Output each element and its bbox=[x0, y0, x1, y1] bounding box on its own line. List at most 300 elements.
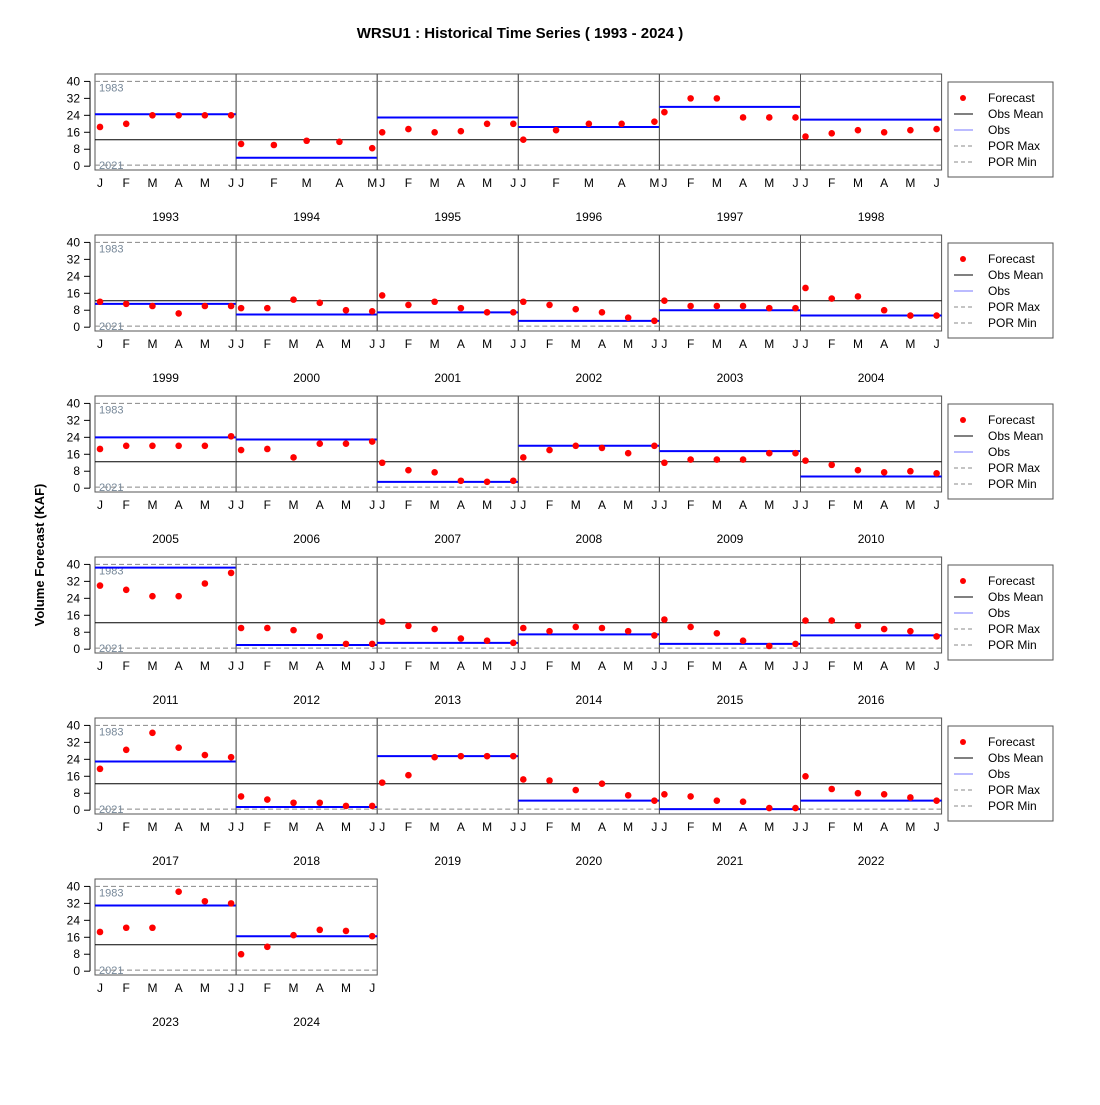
forecast-point bbox=[792, 805, 799, 812]
forecast-point bbox=[369, 933, 376, 940]
month-label: M bbox=[764, 820, 775, 834]
forecast-point bbox=[290, 454, 297, 461]
forecast-point bbox=[520, 776, 527, 783]
y-tick-label: 8 bbox=[73, 786, 80, 801]
month-label: J bbox=[651, 498, 658, 512]
month-label: M bbox=[905, 337, 916, 351]
forecast-point bbox=[97, 929, 104, 936]
forecast-point bbox=[792, 641, 799, 648]
month-label: M bbox=[429, 820, 440, 834]
legend-forecast-marker bbox=[960, 739, 966, 745]
legend-label: Obs Mean bbox=[988, 107, 1044, 121]
forecast-point bbox=[149, 112, 156, 119]
month-label: M bbox=[340, 498, 351, 512]
forecast-point bbox=[343, 440, 350, 447]
forecast-point bbox=[599, 625, 606, 632]
year-label: 2016 bbox=[857, 693, 885, 707]
y-tick-label: 16 bbox=[66, 286, 80, 301]
legend-label: Obs bbox=[988, 284, 1011, 298]
legend-label: POR Min bbox=[988, 638, 1037, 652]
month-label: A bbox=[456, 176, 465, 190]
month-label: F bbox=[263, 981, 271, 995]
forecast-point bbox=[369, 308, 376, 315]
forecast-point bbox=[933, 797, 940, 804]
y-tick-label: 32 bbox=[66, 735, 80, 750]
forecast-point bbox=[661, 616, 668, 623]
month-label: J bbox=[802, 820, 809, 834]
forecast-point bbox=[546, 447, 553, 454]
forecast-point bbox=[290, 296, 297, 303]
month-label: F bbox=[122, 337, 130, 351]
forecast-point bbox=[546, 302, 553, 309]
month-label: M bbox=[340, 659, 351, 673]
forecast-point bbox=[855, 623, 862, 630]
month-label: M bbox=[199, 498, 210, 512]
month-label: A bbox=[617, 176, 626, 190]
forecast-point bbox=[149, 303, 156, 310]
forecast-point bbox=[290, 627, 297, 634]
year-label: 2015 bbox=[716, 693, 744, 707]
year-label: 2006 bbox=[293, 532, 321, 546]
month-label: M bbox=[429, 337, 440, 351]
forecast-point bbox=[405, 126, 412, 133]
month-label: M bbox=[905, 820, 916, 834]
month-label: J bbox=[228, 498, 235, 512]
forecast-point bbox=[520, 136, 527, 143]
forecast-point bbox=[510, 121, 517, 128]
month-label: F bbox=[270, 176, 278, 190]
month-label: J bbox=[97, 820, 103, 834]
year-label: 1993 bbox=[152, 210, 179, 224]
year-label: 2003 bbox=[716, 371, 744, 385]
month-label: J bbox=[792, 498, 799, 512]
year-label: 2013 bbox=[434, 693, 462, 707]
forecast-point bbox=[228, 754, 235, 761]
month-label: A bbox=[315, 659, 324, 673]
y-tick-label: 32 bbox=[66, 252, 80, 267]
forecast-point bbox=[123, 121, 130, 128]
month-label: J bbox=[802, 176, 809, 190]
month-label: A bbox=[880, 176, 889, 190]
forecast-point bbox=[802, 617, 809, 624]
month-label: A bbox=[456, 498, 465, 512]
legend-label: Obs bbox=[988, 767, 1011, 781]
month-label: J bbox=[228, 820, 235, 834]
month-label: J bbox=[369, 659, 376, 673]
forecast-point bbox=[907, 312, 914, 319]
forecast-point bbox=[271, 142, 278, 149]
por-max-label: 1983 bbox=[99, 243, 124, 256]
legend-label: POR Max bbox=[988, 461, 1041, 475]
month-label: F bbox=[828, 820, 836, 834]
month-label: M bbox=[147, 498, 158, 512]
forecast-point bbox=[933, 470, 940, 477]
y-tick-label: 16 bbox=[66, 608, 80, 623]
month-label: M bbox=[288, 498, 299, 512]
month-label: M bbox=[852, 498, 863, 512]
month-label: M bbox=[301, 176, 312, 190]
year-label: 2001 bbox=[434, 371, 462, 385]
forecast-point bbox=[369, 641, 376, 648]
forecast-point bbox=[510, 477, 517, 484]
month-label: A bbox=[739, 176, 748, 190]
legend-label: Forecast bbox=[988, 91, 1035, 105]
year-label: 2005 bbox=[152, 532, 179, 546]
month-label: M bbox=[649, 176, 660, 190]
forecast-point bbox=[714, 456, 721, 463]
forecast-point bbox=[651, 797, 658, 804]
legend-label: POR Min bbox=[988, 477, 1037, 491]
por-max-label: 1983 bbox=[99, 887, 124, 900]
forecast-point bbox=[379, 779, 386, 786]
month-label: M bbox=[147, 337, 158, 351]
y-tick-label: 40 bbox=[66, 879, 80, 894]
month-label: F bbox=[828, 176, 836, 190]
month-label: M bbox=[340, 337, 351, 351]
month-label: F bbox=[122, 498, 130, 512]
month-label: J bbox=[228, 176, 235, 190]
forecast-point bbox=[264, 305, 271, 312]
forecast-point bbox=[202, 752, 209, 759]
forecast-point bbox=[458, 635, 465, 642]
y-tick-label: 24 bbox=[66, 591, 80, 606]
month-label: J bbox=[792, 659, 799, 673]
por-min-label: 2021 bbox=[99, 321, 124, 334]
month-label: J bbox=[520, 820, 527, 834]
forecast-point bbox=[238, 447, 245, 454]
forecast-point bbox=[123, 924, 130, 931]
forecast-point bbox=[625, 314, 632, 321]
month-label: F bbox=[686, 659, 695, 673]
forecast-point bbox=[149, 593, 156, 600]
y-tick-label: 40 bbox=[66, 718, 80, 733]
forecast-point bbox=[828, 295, 835, 302]
month-label: A bbox=[597, 820, 606, 834]
month-label: J bbox=[238, 981, 245, 995]
month-label: F bbox=[263, 820, 271, 834]
month-label: M bbox=[482, 659, 493, 673]
month-label: J bbox=[379, 498, 386, 512]
month-label: M bbox=[367, 176, 378, 190]
forecast-point bbox=[907, 127, 914, 134]
month-label: J bbox=[933, 337, 940, 351]
month-label: F bbox=[686, 820, 695, 834]
month-label: J bbox=[228, 981, 235, 995]
month-label: M bbox=[429, 176, 440, 190]
forecast-point bbox=[264, 446, 271, 453]
forecast-point bbox=[149, 730, 156, 737]
legend-label: POR Min bbox=[988, 316, 1037, 330]
month-label: M bbox=[711, 498, 722, 512]
chart-title: WRSU1 : Historical Time Series ( 1993 - 2024 ) bbox=[356, 25, 684, 42]
forecast-point bbox=[520, 625, 527, 632]
legend-forecast-marker bbox=[960, 417, 966, 423]
month-label: J bbox=[379, 337, 386, 351]
month-label: A bbox=[174, 981, 183, 995]
forecast-point bbox=[661, 791, 668, 798]
y-tick-label: 40 bbox=[66, 557, 80, 572]
month-label: J bbox=[933, 498, 940, 512]
year-label: 1995 bbox=[434, 210, 462, 224]
forecast-point bbox=[907, 468, 914, 475]
year-label: 2002 bbox=[575, 371, 603, 385]
forecast-point bbox=[228, 303, 235, 310]
forecast-point bbox=[431, 298, 438, 305]
forecast-point bbox=[855, 467, 862, 474]
forecast-point bbox=[405, 467, 412, 474]
forecast-point bbox=[175, 744, 182, 751]
forecast-point bbox=[238, 793, 245, 800]
forecast-point bbox=[202, 303, 209, 310]
forecast-point bbox=[625, 792, 632, 799]
forecast-point bbox=[828, 462, 835, 469]
forecast-point bbox=[202, 112, 209, 119]
forecast-point bbox=[520, 454, 527, 461]
legend-forecast-marker bbox=[960, 95, 966, 101]
month-label: J bbox=[802, 337, 809, 351]
month-label: J bbox=[510, 176, 517, 190]
year-label: 2000 bbox=[293, 371, 321, 385]
forecast-point bbox=[369, 145, 376, 152]
forecast-point bbox=[802, 773, 809, 780]
month-label: A bbox=[456, 659, 465, 673]
year-label: 2022 bbox=[857, 854, 885, 868]
month-label: M bbox=[482, 498, 493, 512]
forecast-point bbox=[933, 633, 940, 640]
forecast-point bbox=[238, 305, 245, 312]
month-label: A bbox=[335, 176, 344, 190]
month-label: A bbox=[739, 820, 748, 834]
month-label: J bbox=[379, 820, 386, 834]
forecast-point bbox=[123, 746, 130, 753]
y-tick-label: 32 bbox=[66, 574, 80, 589]
month-label: A bbox=[880, 659, 889, 673]
month-label: A bbox=[739, 498, 748, 512]
forecast-point bbox=[431, 469, 438, 476]
forecast-point bbox=[228, 900, 235, 907]
month-label: F bbox=[686, 498, 695, 512]
y-tick-label: 16 bbox=[66, 769, 80, 784]
forecast-point bbox=[651, 318, 658, 325]
year-label: 2020 bbox=[575, 854, 603, 868]
month-label: M bbox=[570, 337, 581, 351]
month-label: J bbox=[97, 659, 103, 673]
month-label: J bbox=[379, 176, 386, 190]
month-label: J bbox=[238, 659, 245, 673]
forecast-point bbox=[379, 459, 386, 466]
por-min-label: 2021 bbox=[99, 804, 124, 817]
month-label: J bbox=[933, 659, 940, 673]
month-label: M bbox=[199, 659, 210, 673]
forecast-point bbox=[510, 753, 517, 760]
month-label: J bbox=[661, 659, 668, 673]
forecast-point bbox=[520, 298, 527, 305]
forecast-point bbox=[379, 292, 386, 299]
month-label: M bbox=[852, 337, 863, 351]
month-label: M bbox=[711, 337, 722, 351]
month-label: A bbox=[174, 176, 183, 190]
forecast-point bbox=[828, 786, 835, 793]
forecast-point bbox=[740, 114, 747, 121]
month-label: F bbox=[545, 337, 554, 351]
legend-label: Obs Mean bbox=[988, 751, 1044, 765]
forecast-point bbox=[661, 459, 668, 466]
month-label: F bbox=[828, 498, 836, 512]
y-tick-label: 0 bbox=[73, 803, 80, 818]
month-label: M bbox=[583, 176, 594, 190]
forecast-point bbox=[431, 626, 438, 633]
month-label: M bbox=[623, 498, 634, 512]
month-label: M bbox=[340, 820, 351, 834]
forecast-point bbox=[458, 128, 465, 135]
forecast-point bbox=[123, 443, 130, 450]
forecast-point bbox=[546, 777, 553, 784]
forecast-point bbox=[599, 309, 606, 316]
month-label: M bbox=[482, 176, 493, 190]
month-label: F bbox=[122, 176, 130, 190]
y-tick-label: 32 bbox=[66, 896, 80, 911]
month-label: J bbox=[792, 337, 799, 351]
forecast-point bbox=[431, 129, 438, 136]
y-axis-label: Volume Forecast (KAF) bbox=[32, 483, 47, 627]
month-label: J bbox=[510, 337, 517, 351]
month-label: A bbox=[174, 498, 183, 512]
month-label: J bbox=[661, 820, 668, 834]
forecast-point bbox=[599, 445, 606, 452]
month-label: F bbox=[404, 820, 413, 834]
month-label: F bbox=[686, 176, 695, 190]
month-label: F bbox=[404, 176, 413, 190]
forecast-point bbox=[661, 297, 668, 304]
month-label: A bbox=[174, 820, 183, 834]
forecast-point bbox=[97, 766, 104, 773]
forecast-point bbox=[316, 440, 323, 447]
month-label: M bbox=[905, 498, 916, 512]
month-label: M bbox=[623, 820, 634, 834]
month-label: F bbox=[404, 498, 413, 512]
month-label: F bbox=[545, 498, 554, 512]
forecast-point bbox=[740, 637, 747, 644]
y-tick-label: 0 bbox=[73, 642, 80, 657]
month-label: J bbox=[520, 176, 527, 190]
month-label: F bbox=[122, 981, 130, 995]
y-tick-label: 40 bbox=[66, 74, 80, 89]
por-max-label: 1983 bbox=[99, 565, 124, 578]
month-label: J bbox=[97, 498, 103, 512]
month-label: F bbox=[686, 337, 695, 351]
month-label: A bbox=[174, 337, 183, 351]
forecast-point bbox=[828, 130, 835, 137]
forecast-point bbox=[599, 780, 606, 787]
month-label: J bbox=[238, 337, 245, 351]
forecast-point bbox=[687, 793, 694, 800]
forecast-point bbox=[766, 643, 773, 650]
legend-label: Forecast bbox=[988, 413, 1035, 427]
forecast-point bbox=[714, 303, 721, 310]
month-label: M bbox=[570, 498, 581, 512]
forecast-point bbox=[316, 633, 323, 640]
month-label: J bbox=[97, 981, 103, 995]
forecast-point bbox=[336, 139, 343, 146]
month-label: F bbox=[122, 659, 130, 673]
por-min-label: 2021 bbox=[99, 160, 124, 173]
month-label: F bbox=[263, 498, 271, 512]
forecast-point bbox=[175, 888, 182, 895]
forecast-point bbox=[546, 628, 553, 635]
y-tick-label: 8 bbox=[73, 947, 80, 962]
month-label: J bbox=[228, 337, 235, 351]
legend-label: POR Min bbox=[988, 799, 1037, 813]
legend-forecast-marker bbox=[960, 578, 966, 584]
forecast-point bbox=[792, 305, 799, 312]
month-label: M bbox=[623, 659, 634, 673]
forecast-point bbox=[228, 570, 235, 577]
forecast-point bbox=[149, 443, 156, 450]
forecast-point bbox=[379, 129, 386, 136]
y-tick-label: 16 bbox=[66, 447, 80, 462]
por-max-label: 1983 bbox=[99, 726, 124, 739]
forecast-point bbox=[792, 114, 799, 121]
forecast-point bbox=[855, 790, 862, 797]
month-label: M bbox=[147, 820, 158, 834]
year-label: 1999 bbox=[152, 371, 179, 385]
month-label: M bbox=[199, 176, 210, 190]
forecast-point bbox=[316, 300, 323, 307]
y-tick-label: 32 bbox=[66, 91, 80, 106]
month-label: J bbox=[238, 820, 245, 834]
month-label: A bbox=[739, 659, 748, 673]
year-label: 2011 bbox=[152, 693, 179, 707]
forecast-point bbox=[290, 932, 297, 939]
forecast-point bbox=[766, 114, 773, 121]
month-label: M bbox=[764, 659, 775, 673]
forecast-point bbox=[687, 303, 694, 310]
month-label: M bbox=[852, 659, 863, 673]
forecast-point bbox=[572, 624, 579, 631]
month-label: A bbox=[315, 820, 324, 834]
forecast-point bbox=[740, 798, 747, 805]
legend-label: POR Max bbox=[988, 300, 1041, 314]
month-label: M bbox=[288, 337, 299, 351]
por-min-label: 2021 bbox=[99, 965, 124, 978]
legend-forecast-marker bbox=[960, 256, 966, 262]
forecast-point bbox=[264, 625, 271, 632]
year-label: 2009 bbox=[716, 532, 744, 546]
month-label: J bbox=[369, 820, 376, 834]
y-tick-label: 8 bbox=[73, 303, 80, 318]
forecast-point bbox=[238, 141, 245, 148]
legend-row-4 bbox=[948, 565, 1053, 660]
month-label: F bbox=[263, 659, 271, 673]
forecast-point bbox=[202, 443, 209, 450]
forecast-point bbox=[175, 310, 182, 317]
forecast-point bbox=[802, 285, 809, 292]
forecast-point bbox=[907, 794, 914, 801]
month-label: M bbox=[429, 498, 440, 512]
month-label: J bbox=[661, 176, 668, 190]
month-label: A bbox=[597, 659, 606, 673]
year-label: 2014 bbox=[575, 693, 603, 707]
forecast-point bbox=[572, 787, 579, 794]
forecast-point bbox=[149, 924, 156, 931]
month-label: J bbox=[933, 176, 940, 190]
forecast-point bbox=[881, 307, 888, 314]
forecast-point bbox=[264, 796, 271, 803]
por-min-label: 2021 bbox=[99, 643, 124, 656]
month-label: M bbox=[764, 176, 775, 190]
forecast-point bbox=[484, 637, 491, 644]
y-tick-label: 8 bbox=[73, 142, 80, 157]
